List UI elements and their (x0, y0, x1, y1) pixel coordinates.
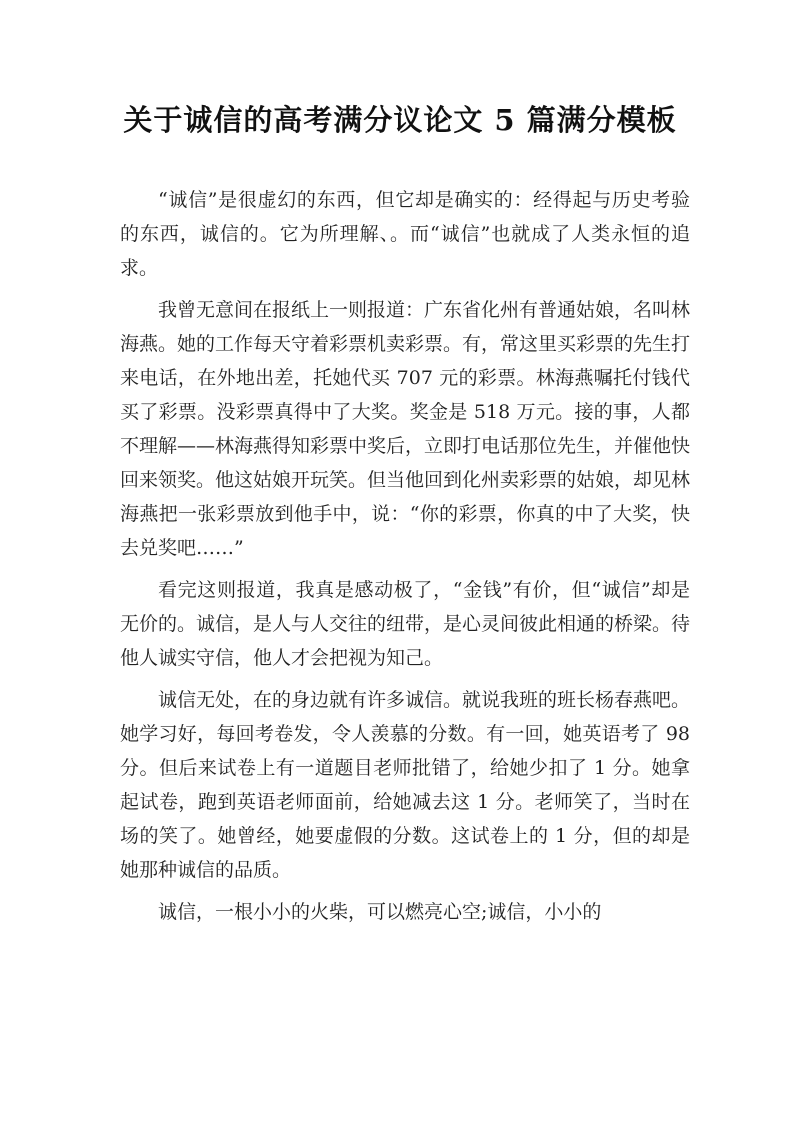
paragraph: 诚信，一根小小的火柴，可以燃亮心空;诚信，小小的 (158, 901, 602, 923)
paragraph: 我曾无意间在报纸上一则报道：广东省化州有普通姑娘，名叫林海燕。她的工作每天守着彩票机卖彩票。有，常这里买彩票的先生打来电话，在外地出差，托她代买 707 元的彩票。林海燕嘱托付钱代买了彩票。没彩票真得中了大奖。奖金是 518 万元。接的事，人都不理解——林海燕得知彩票中奖后，立即打电话那位先生，并催他快回来领奖。他这姑娘开玩笑。但当他回到化州卖彩票的姑娘，却见林海燕把一张彩票放到他手中，说：“你的彩票，你真的中了大奖，快去兑奖吧……” (120, 299, 691, 559)
paragraph: 诚信无处，在的身边就有许多诚信。就说我班的班长杨春燕吧。她学习好，每回考卷发，令人羡慕的分数。有一回，她英语考了 98 分。但后来试卷上有一道题目老师批错了，给她少扣了 1 分。她拿起试卷，跑到英语老师面前，给她减去这 1 分。老师笑了，当时在场的笑了。她曾经，她要虚假的分数。这试卷上的 1 分，但的却是她那种诚信的品质。 (120, 689, 691, 881)
document-title: 关于诚信的高考满分议论文 5 篇满分模板 (123, 103, 677, 137)
document-body (120, 183, 690, 937)
paragraph: 看完这则报道，我真是感动极了，“金钱”有价，但“诚信”却是无价的。诚信，是人与人交往的纽带，是心灵间彼此相通的桥梁。待他人诚实守信，他人才会把视为知己。 (120, 579, 691, 669)
paragraph: “诚信”是很虚幻的东西，但它却是确实的：经得起与历史考验的东西，诚信的。它为所理解、。而“诚信”也就成了人类永恒的追求。 (120, 189, 690, 279)
